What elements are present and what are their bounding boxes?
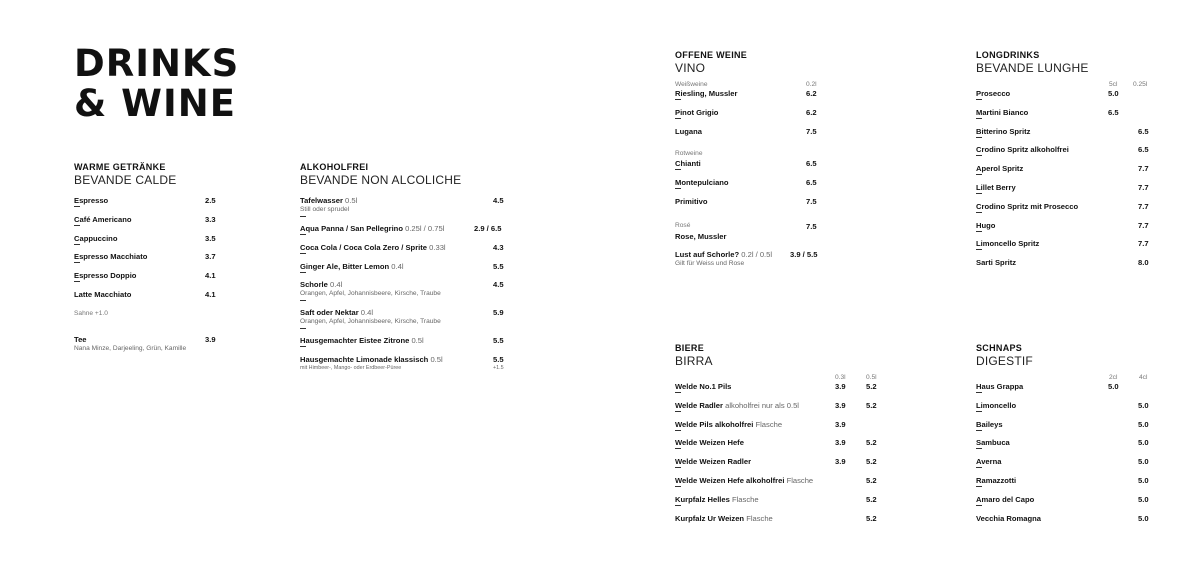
- item-price: 3.5: [205, 233, 216, 243]
- menu-item: [976, 221, 1156, 240]
- section-title: ALKOHOLFREI: [300, 162, 369, 172]
- item-name: Haus Grappa: [976, 382, 1024, 391]
- divider: [976, 505, 982, 506]
- section-wine: [675, 50, 825, 269]
- item-price: 5.5: [493, 355, 504, 365]
- divider: [976, 392, 982, 393]
- item-price-large: 5.2: [866, 438, 877, 448]
- item-name: Pinot Grigio: [675, 107, 719, 117]
- item-price: 2.5: [205, 196, 216, 205]
- divider: [300, 272, 306, 273]
- item-name: Baileys: [976, 419, 1003, 429]
- divider: [675, 448, 681, 449]
- menu-item: [74, 252, 219, 271]
- menu-item: [675, 222, 825, 246]
- divider: [976, 137, 982, 138]
- menu-item-schorle: [675, 250, 825, 269]
- menu-item: [976, 89, 1156, 108]
- menu-item: [74, 290, 219, 309]
- item-name: Ginger Ale, Bitter Lemon 0.4l: [300, 261, 404, 271]
- divider: [300, 216, 306, 217]
- group-label: Rosé: [675, 221, 691, 229]
- menu-list: [976, 382, 1156, 532]
- section-subtitle: DIGESTIF: [976, 354, 1033, 368]
- item-price-large: 5.2: [866, 513, 877, 523]
- item-price-small: 5.0: [1108, 382, 1119, 391]
- item-price-large: 7.7: [1138, 182, 1149, 192]
- menu-list-red: [675, 159, 825, 215]
- menu-item: [74, 234, 219, 253]
- item-price-small: 3.9: [835, 382, 846, 391]
- unit-label: 0.2l: [806, 81, 817, 88]
- item-name: Welde Radler alkoholfrei nur als 0.5l: [675, 400, 799, 410]
- menu-list: [675, 382, 885, 532]
- item-price-large: 8.0: [1138, 258, 1149, 268]
- section-title: BIERE: [675, 343, 705, 353]
- menu-item: [976, 514, 1156, 533]
- menu-item: [976, 495, 1156, 514]
- item-name: Riesling, Mussler: [675, 89, 738, 98]
- menu-item: [976, 239, 1156, 258]
- item-price-large: 5.2: [866, 475, 877, 485]
- item-description: Orangen, Apfel, Johannisbeere, Kirsche, Traube: [300, 290, 441, 298]
- divider: [300, 300, 306, 301]
- divider: [675, 188, 681, 189]
- menu-item: [976, 401, 1156, 420]
- title-line-2: & WINE: [74, 82, 236, 125]
- item-name: Crodino Spritz alkoholfrei: [976, 145, 1069, 155]
- item-price-large: 7.7: [1138, 201, 1149, 211]
- menu-list-white: [675, 89, 825, 145]
- menu-item: [976, 420, 1156, 439]
- item-price: 2.9 / 6.5: [474, 224, 502, 233]
- item-name: Espresso: [74, 196, 109, 205]
- item-name: Sambuca: [976, 438, 1010, 448]
- menu-item: [675, 127, 825, 146]
- menu-item: [300, 224, 510, 243]
- menu-item: [976, 127, 1156, 146]
- section-non-alcoholic: [300, 162, 510, 374]
- divider: [74, 281, 80, 282]
- menu-item: [675, 89, 825, 108]
- item-name: Vecchia Romagna: [976, 513, 1041, 523]
- item-name: Coca Cola / Coca Cola Zero / Sprite 0.33l: [300, 242, 446, 252]
- divider: [675, 169, 681, 170]
- item-description: mit Himbeer-, Mango- oder Erdbeer-Püree: [300, 365, 402, 372]
- menu-list: [976, 89, 1156, 277]
- item-price: 4.1: [205, 271, 216, 281]
- menu-list: [300, 196, 510, 374]
- item-price-large: 5.2: [866, 382, 877, 391]
- item-description: Still oder sprudel: [300, 206, 350, 213]
- item-price-large: 7.7: [1138, 164, 1149, 174]
- menu-item: [976, 438, 1156, 457]
- item-price-large: 5.0: [1138, 457, 1149, 467]
- section-subtitle: BEVANDE CALDE: [74, 173, 177, 187]
- menu-item-tea: [74, 335, 219, 354]
- divider: [300, 346, 306, 347]
- section-title: WARME GETRÄNKE: [74, 162, 166, 172]
- item-name: Chianti: [675, 159, 701, 169]
- item-name: Kurpfalz Ur Weizen Flasche: [675, 513, 773, 523]
- section-longdrinks: [976, 50, 1156, 277]
- divider: [74, 262, 80, 263]
- divider: [976, 249, 982, 250]
- unit-label: 0.5l: [866, 374, 877, 381]
- divider: [675, 392, 681, 393]
- menu-item: [300, 280, 510, 308]
- item-price-large: 5.0: [1138, 400, 1149, 410]
- item-name: Hausgemachter Eistee Zitrone 0.5l: [300, 336, 424, 346]
- item-price: 5.5: [493, 261, 504, 271]
- section-title: OFFENE WEINE: [675, 50, 748, 60]
- item-volume: 0.5l: [411, 336, 424, 346]
- menu-item: [675, 495, 885, 514]
- item-volume: 0.5l: [345, 196, 358, 205]
- item-name: Schorle 0.4l: [300, 280, 343, 290]
- divider: [976, 411, 982, 412]
- item-description: Gilt für Weiss und Rose: [675, 259, 745, 267]
- section-warm-drinks: [74, 162, 219, 354]
- item-price-large: 7.7: [1138, 239, 1149, 249]
- item-price-large: 5.0: [1138, 513, 1149, 523]
- divider: [74, 244, 80, 245]
- menu-item: [976, 183, 1156, 202]
- menu-item: [300, 243, 510, 262]
- item-price-large: 6.5: [1138, 145, 1149, 155]
- menu-item: [300, 196, 510, 224]
- divider: [976, 231, 982, 232]
- item-name: Kurpfalz Helles Flasche: [675, 494, 759, 504]
- item-volume: 0.25l / 0.75l: [405, 224, 445, 233]
- menu-item: [300, 336, 510, 355]
- item-name: Bitterino Spritz: [976, 126, 1031, 136]
- item-price-large: 5.2: [866, 400, 877, 410]
- divider: [675, 486, 681, 487]
- unit-label: 5cl: [1109, 81, 1118, 88]
- item-price: 3.9: [205, 334, 216, 344]
- item-name: Welde Weizen Radler: [675, 457, 752, 467]
- menu-item: [976, 164, 1156, 183]
- group-label: Weißweine: [675, 81, 708, 88]
- item-price: 5.9: [493, 308, 504, 318]
- item-name: Aqua Panna / San Pellegrino 0.25l / 0.75l: [300, 224, 445, 233]
- item-name: Primitivo: [675, 196, 708, 206]
- item-name: Tafelwasser 0.5l: [300, 196, 358, 205]
- divider: [675, 505, 681, 506]
- divider: [675, 99, 681, 100]
- item-name: Limoncello: [976, 400, 1017, 410]
- menu-item: [74, 271, 219, 290]
- section-title: SCHNAPS: [976, 343, 1023, 353]
- menu-item: [675, 457, 885, 476]
- item-price: 4.3: [493, 242, 504, 252]
- item-price: 6.5: [806, 159, 817, 169]
- item-price-small: 3.9: [835, 438, 846, 448]
- divider: [300, 328, 306, 329]
- item-price: 3.9 / 5.5: [790, 249, 818, 259]
- divider: [675, 118, 681, 119]
- page-title: [74, 44, 239, 124]
- item-volume: 0.4l: [391, 261, 404, 271]
- white-wine-header: [675, 80, 825, 89]
- item-name: Prosecco: [976, 89, 1011, 98]
- item-price: 7.5: [806, 221, 817, 231]
- item-volume: 0.5l: [430, 355, 443, 365]
- item-price-small: 6.5: [1108, 107, 1119, 117]
- divider: [976, 99, 982, 100]
- item-name: Lugana: [675, 126, 703, 136]
- menu-item: [300, 262, 510, 281]
- menu-item: [976, 258, 1156, 277]
- item-name: Rose, Mussler: [675, 231, 727, 241]
- item-name: Lust auf Schorle? 0.2l / 0.5l: [675, 249, 773, 259]
- divider: [675, 467, 681, 468]
- item-name: Averna: [976, 457, 1002, 467]
- section-beer: [675, 343, 885, 532]
- divider: [74, 206, 80, 207]
- item-name: Welde Weizen Hefe: [675, 438, 744, 448]
- item-price: 6.5: [806, 178, 817, 188]
- divider: [976, 212, 982, 213]
- menu-item: [675, 178, 825, 197]
- item-name: Café Americano: [74, 214, 132, 224]
- item-price: 7.5: [806, 196, 817, 206]
- divider: [675, 411, 681, 412]
- unit-label: 0.3l: [835, 374, 846, 381]
- item-name: Espresso Doppio: [74, 271, 137, 281]
- divider: [976, 486, 982, 487]
- item-price: 4.1: [205, 289, 216, 299]
- item-price-large: 7.7: [1138, 220, 1149, 230]
- divider: [976, 193, 982, 194]
- unit-label: 2cl: [1109, 374, 1118, 381]
- item-name: Limoncello Spritz: [976, 239, 1040, 249]
- item-price: 3.7: [205, 252, 216, 262]
- unit-header: [976, 373, 1156, 382]
- item-name: Amaro del Capo: [976, 494, 1035, 504]
- item-name: Welde Pils alkoholfrei Flasche: [675, 419, 783, 429]
- item-price: 6.2: [806, 89, 817, 98]
- menu-item: [675, 108, 825, 127]
- item-price-large: 5.0: [1138, 494, 1149, 504]
- menu-item: [976, 202, 1156, 221]
- item-volume: 0.4l: [329, 280, 343, 290]
- item-name: Martini Bianco: [976, 107, 1029, 117]
- item-price: 7.5: [806, 126, 817, 136]
- item-name: Sarti Spritz: [976, 258, 1017, 268]
- item-price: 4.5: [493, 196, 504, 205]
- unit-header: [675, 373, 885, 382]
- divider: [976, 155, 982, 156]
- item-name: Latte Macchiato: [74, 289, 132, 299]
- item-name: Montepulciano: [675, 178, 729, 188]
- menu-item: [675, 438, 885, 457]
- item-price-small: 3.9: [835, 419, 846, 429]
- item-price-large: 6.5: [1138, 126, 1149, 136]
- menu-item: [976, 476, 1156, 495]
- menu-item: [300, 308, 510, 336]
- item-price-small: 3.9: [835, 400, 846, 410]
- divider: [976, 118, 982, 119]
- group-label: Rotweine: [675, 150, 703, 158]
- item-name: Ramazzotti: [976, 475, 1017, 485]
- menu-item: [675, 382, 885, 401]
- item-name: Saft oder Nektar 0.4l: [300, 308, 374, 318]
- section-subtitle: VINO: [675, 61, 706, 75]
- item-price-large: 5.0: [1138, 475, 1149, 485]
- divider: [976, 448, 982, 449]
- menu-item: [74, 215, 219, 234]
- divider: [675, 430, 681, 431]
- item-price-small: 3.9: [835, 457, 846, 467]
- menu-item: [976, 108, 1156, 127]
- divider: [976, 467, 982, 468]
- menu-item: [976, 145, 1156, 164]
- item-price: 4.5: [493, 280, 504, 290]
- section-subtitle: BEVANDE NON ALCOLICHE: [300, 173, 462, 187]
- item-name: Welde Weizen Hefe alkoholfrei Flasche: [675, 475, 814, 485]
- menu-item: [300, 355, 510, 374]
- section-title: LONGDRINKS: [976, 50, 1040, 60]
- item-name: Aperol Spritz: [976, 164, 1024, 174]
- item-volume: 0.33l: [429, 242, 446, 252]
- menu-item: [675, 401, 885, 420]
- menu-item: [74, 196, 219, 215]
- divider: [300, 253, 306, 254]
- divider: [976, 430, 982, 431]
- unit-label: 0.25l: [1133, 81, 1148, 88]
- item-name: Espresso Macchiato: [74, 252, 148, 262]
- extra-note: Sahne +1.0: [74, 309, 108, 317]
- item-name: Hausgemachte Limonade klassisch 0.5l: [300, 355, 443, 365]
- section-subtitle: BIRRA: [675, 354, 713, 368]
- section-subtitle: BEVANDE LUNGHE: [976, 61, 1089, 75]
- item-addon-price: +1.5: [493, 365, 504, 372]
- item-name: Lillet Berry: [976, 182, 1016, 192]
- menu-item: [675, 159, 825, 178]
- menu-item: [675, 197, 825, 216]
- divider: [976, 174, 982, 175]
- item-name: Crodino Spritz mit Prosecco: [976, 201, 1079, 211]
- section-schnaps: [976, 343, 1156, 532]
- unit-label: 4cl: [1139, 374, 1148, 381]
- item-price: 6.2: [806, 107, 817, 117]
- item-price-large: 5.0: [1138, 419, 1149, 429]
- item-description: Nana Minze, Darjeeling, Grün, Kamille: [74, 344, 187, 352]
- item-price-large: 5.2: [866, 457, 877, 467]
- item-price-large: 5.0: [1138, 438, 1149, 448]
- item-volume: 0.2l / 0.5l: [741, 249, 773, 259]
- menu-item: [976, 457, 1156, 476]
- item-price-small: 5.0: [1108, 89, 1119, 98]
- menu-item: [675, 514, 885, 533]
- item-price: 5.5: [493, 336, 504, 346]
- item-name: Welde No.1 Pils: [675, 382, 732, 391]
- item-name: Cappuccino: [74, 233, 118, 243]
- menu-list: [74, 196, 219, 309]
- item-name: Tee: [74, 334, 87, 344]
- menu-item: [675, 476, 885, 495]
- title-line-1: DRINKS: [74, 42, 240, 85]
- unit-header: [976, 80, 1156, 89]
- item-description: Orangen, Apfel, Johannisbeere, Kirsche, Traube: [300, 318, 441, 326]
- item-name: Hugo: [976, 220, 996, 230]
- item-price: 3.3: [205, 214, 216, 224]
- divider: [74, 225, 80, 226]
- item-volume: 0.4l: [360, 308, 374, 318]
- divider: [300, 234, 306, 235]
- menu-item: [675, 420, 885, 439]
- item-price-large: 5.2: [866, 494, 877, 504]
- menu-item: [976, 382, 1156, 401]
